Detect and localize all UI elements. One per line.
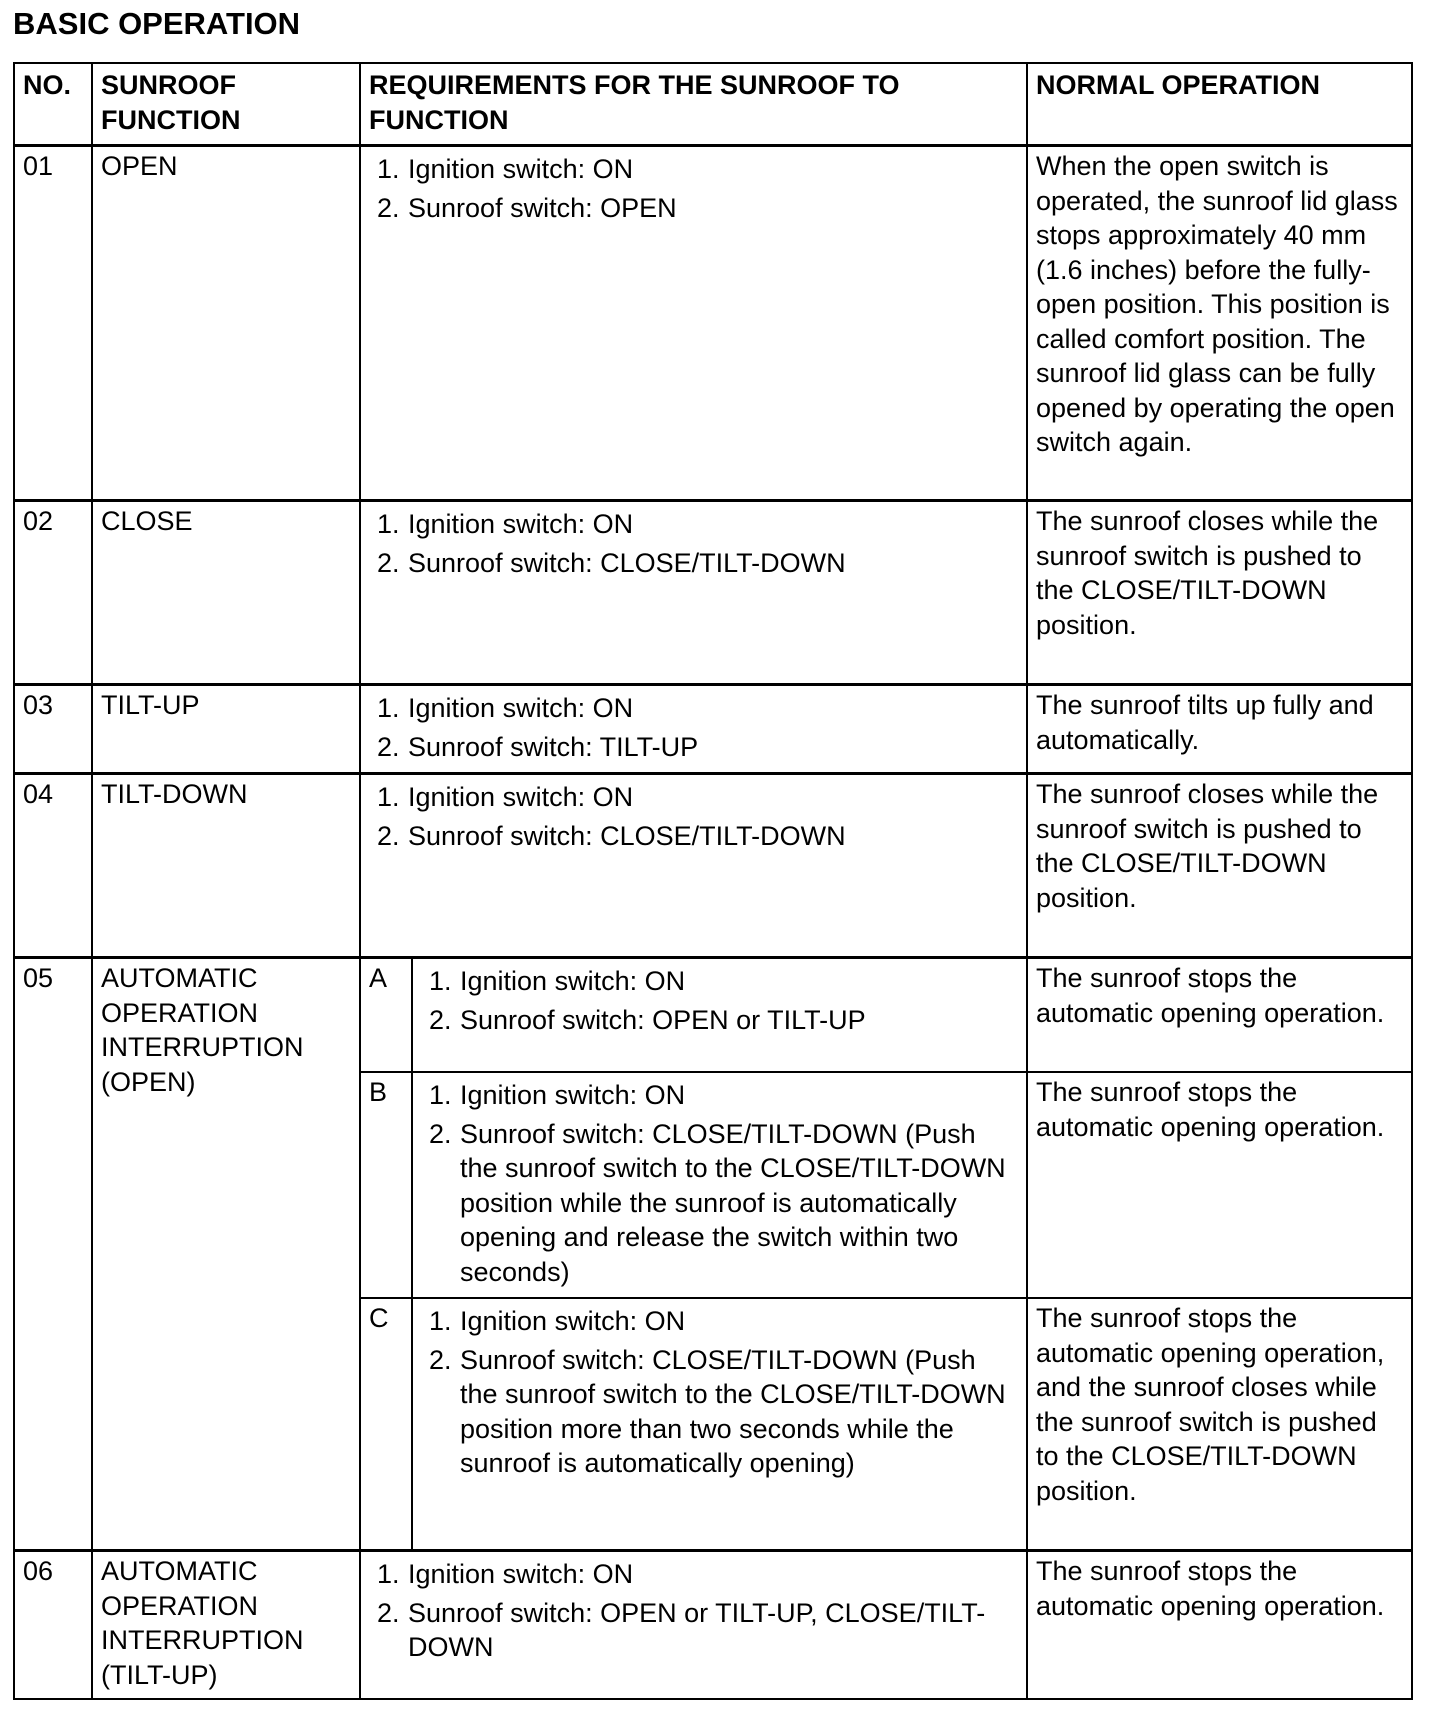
requirement-number: 1. xyxy=(429,966,452,996)
row-number: 04 xyxy=(14,774,92,958)
row-function: TILT-UP xyxy=(92,685,360,774)
row-requirements xyxy=(360,1551,1027,1700)
requirement-item xyxy=(377,1596,1018,1665)
requirement-item xyxy=(377,507,1018,542)
requirement-number: 2. xyxy=(377,820,400,851)
sub-row-letter: A xyxy=(360,958,412,1073)
requirement-text: Sunroof switch: CLOSE/TILT-DOWN (Push the sunroof switch to the CLOSE/TILT-DOWN position more than two seconds while the sunroof is automatically opening) xyxy=(460,1344,1006,1478)
requirement-number: 1. xyxy=(377,693,400,723)
row-number: 06 xyxy=(14,1551,92,1700)
requirement-text: Sunroof switch: OPEN or TILT-UP, CLOSE/TILT-DOWN xyxy=(408,1597,986,1662)
sub-row-requirements xyxy=(412,958,1027,1073)
row-number: 02 xyxy=(14,501,92,685)
requirement-list xyxy=(421,1301,1018,1481)
requirement-text: Sunroof switch: CLOSE/TILT-DOWN xyxy=(408,547,846,578)
table-row xyxy=(14,958,1412,1073)
requirement-item xyxy=(377,691,1018,726)
table-row xyxy=(14,146,1412,501)
table-row xyxy=(14,774,1412,958)
requirement-text: Sunroof switch: CLOSE/TILT-DOWN xyxy=(408,820,846,851)
requirement-list xyxy=(421,1075,1018,1289)
header-normal-operation: NORMAL OPERATION xyxy=(1027,63,1412,146)
row-function: CLOSE xyxy=(92,501,360,685)
table-header-row xyxy=(14,63,1412,146)
row-normal-operation: The sunroof stops the automatic opening operation. xyxy=(1027,1551,1412,1700)
sub-row-letter: C xyxy=(360,1298,412,1551)
sub-row-requirements xyxy=(412,1298,1027,1551)
table-row xyxy=(14,1551,1412,1700)
requirement-text: Ignition switch: ON xyxy=(460,966,686,996)
requirement-item xyxy=(429,1117,1018,1290)
header-sunroof-function: SUNROOF FUNCTION xyxy=(92,63,360,146)
requirement-list xyxy=(369,777,1018,853)
table-row xyxy=(14,685,1412,774)
requirement-list xyxy=(369,504,1018,580)
requirement-item xyxy=(377,191,1018,226)
requirement-item xyxy=(377,546,1018,581)
requirement-number: 1. xyxy=(429,1080,452,1110)
requirement-item xyxy=(429,964,1018,999)
requirement-text: Ignition switch: ON xyxy=(408,509,634,539)
requirement-number: 2. xyxy=(429,1004,452,1035)
requirement-text: Ignition switch: ON xyxy=(460,1306,686,1336)
sub-row-normal-operation: The sunroof stops the automatic opening operation. xyxy=(1027,1072,1412,1298)
requirement-number: 1. xyxy=(377,782,400,812)
requirement-item xyxy=(377,1557,1018,1592)
requirement-list xyxy=(369,149,1018,225)
row-number: 01 xyxy=(14,146,92,501)
requirement-list xyxy=(421,961,1018,1037)
requirement-text: Sunroof switch: OPEN xyxy=(408,192,677,223)
row-normal-operation: The sunroof tilts up fully and automatically. xyxy=(1027,685,1412,774)
row-normal-operation: The sunroof closes while the sunroof switch is pushed to the CLOSE/TILT-DOWN position. xyxy=(1027,501,1412,685)
row-number: 03 xyxy=(14,685,92,774)
table-row xyxy=(14,501,1412,685)
page-title: BASIC OPERATION xyxy=(13,6,301,41)
row-number: 05 xyxy=(14,958,92,1551)
sub-row-letter: B xyxy=(360,1072,412,1298)
requirement-number: 2. xyxy=(377,547,400,578)
requirement-number: 1. xyxy=(377,1559,400,1589)
header-no: NO. xyxy=(14,63,92,146)
requirement-text: Sunroof switch: CLOSE/TILT-DOWN (Push the sunroof switch to the CLOSE/TILT-DOWN position while the sunroof is automatically opening and release the switch within two seconds) xyxy=(460,1118,1006,1287)
row-function: AUTOMATIC OPERATION INTERRUPTION (OPEN) xyxy=(92,958,360,1551)
row-normal-operation: When the open switch is operated, the sunroof lid glass stops approximately 40 mm (1.6 inches) before the fully-open position. This position is called comfort position. The sunroof lid glass can be fully opened by operating the open switch again. xyxy=(1027,146,1412,501)
requirement-item xyxy=(429,1304,1018,1339)
basic-operation-table xyxy=(13,62,1413,1700)
requirement-item xyxy=(429,1003,1018,1038)
requirement-text: Sunroof switch: TILT-UP xyxy=(408,731,699,762)
row-function: TILT-DOWN xyxy=(92,774,360,958)
requirement-text: Ignition switch: ON xyxy=(408,693,634,723)
sub-row-normal-operation: The sunroof stops the automatic opening operation, and the sunroof closes while the sunroof switch is pushed to the CLOSE/TILT-DOWN position. xyxy=(1027,1298,1412,1551)
requirement-number: 2. xyxy=(377,1597,400,1628)
requirement-item xyxy=(377,819,1018,854)
requirement-number: 2. xyxy=(429,1344,452,1375)
requirement-text: Ignition switch: ON xyxy=(460,1080,686,1110)
requirement-number: 2. xyxy=(377,731,400,762)
requirement-number: 1. xyxy=(377,154,400,184)
row-requirements xyxy=(360,774,1027,958)
header-requirements: REQUIREMENTS FOR THE SUNROOF TO FUNCTION xyxy=(360,63,1027,146)
requirement-number: 1. xyxy=(429,1306,452,1336)
sub-row-requirements xyxy=(412,1072,1027,1298)
requirement-number: 2. xyxy=(377,192,400,223)
requirement-list xyxy=(369,688,1018,764)
row-requirements xyxy=(360,501,1027,685)
requirement-item xyxy=(377,152,1018,187)
requirement-item xyxy=(377,730,1018,765)
row-requirements xyxy=(360,685,1027,774)
requirement-text: Ignition switch: ON xyxy=(408,1559,634,1589)
requirement-number: 2. xyxy=(429,1118,452,1149)
requirement-text: Ignition switch: ON xyxy=(408,154,634,184)
sub-row-normal-operation: The sunroof stops the automatic opening operation. xyxy=(1027,958,1412,1073)
requirement-text: Ignition switch: ON xyxy=(408,782,634,812)
requirement-item xyxy=(429,1343,1018,1481)
requirement-text: Sunroof switch: OPEN or TILT-UP xyxy=(460,1004,866,1035)
requirement-number: 1. xyxy=(377,509,400,539)
requirement-item xyxy=(377,780,1018,815)
row-normal-operation: The sunroof closes while the sunroof switch is pushed to the CLOSE/TILT-DOWN position. xyxy=(1027,774,1412,958)
requirement-item xyxy=(429,1078,1018,1113)
requirement-list xyxy=(369,1554,1018,1665)
row-requirements xyxy=(360,146,1027,501)
row-function: AUTOMATIC OPERATION INTERRUPTION (TILT-UP) xyxy=(92,1551,360,1700)
row-function: OPEN xyxy=(92,146,360,501)
